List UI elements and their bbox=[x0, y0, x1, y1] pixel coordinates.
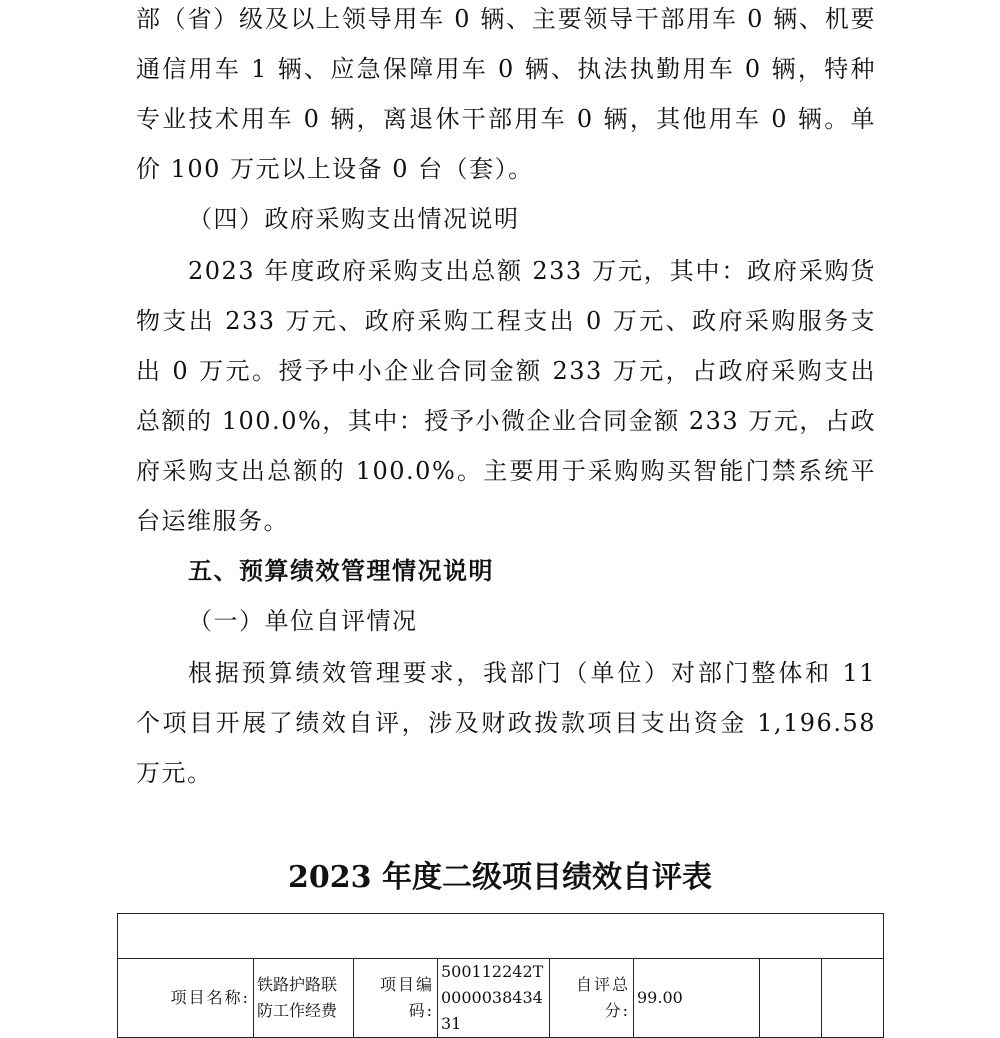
heading-self-evaluation: （一）单位自评情况 bbox=[188, 607, 418, 635]
heading-section-5: 五、预算绩效管理情况说明 bbox=[188, 557, 494, 585]
score-value: 99.00 bbox=[634, 959, 760, 1038]
empty-cell bbox=[760, 959, 822, 1038]
project-name-value: 铁路护路联防工作经费 bbox=[254, 959, 354, 1038]
heading-procurement: （四）政府采购支出情况说明 bbox=[188, 205, 520, 233]
empty-cell bbox=[822, 959, 884, 1038]
score-label: 自评总分: bbox=[550, 959, 634, 1038]
table-row bbox=[118, 959, 884, 1038]
table-row bbox=[118, 914, 884, 959]
paragraph-self-evaluation: 根据预算绩效管理要求，我部门（单位）对部门整体和 11 个项目开展了绩效自评，涉及财政拨款项目支出资金 1,196.58 万元。 bbox=[136, 659, 876, 787]
project-code-label: 项目编码: bbox=[354, 959, 438, 1038]
project-code-value: 500112242T000003843431 bbox=[438, 959, 550, 1038]
evaluation-table bbox=[117, 913, 884, 1038]
paragraph-procurement: 2023 年度政府采购支出总额 233 万元，其中：政府采购货物支出 233 万元、政府采购工程支出 0 万元、政府采购服务支出 0 万元。授予中小企业合同金额 233 万元，占政府采购支出总额的 100.0%，其中：授予小微企业合同金额 233 万元，占政府采购支出总额的 100.0%。主要用于采购购买智能门禁系统平台运维服务。 bbox=[136, 257, 876, 535]
project-name-label: 项目名称: bbox=[118, 959, 254, 1038]
table-title: 2023 年度二级项目绩效自评表 bbox=[288, 860, 712, 895]
blank-header-cell bbox=[118, 914, 884, 959]
paragraph-vehicles: 部（省）级及以上领导用车 0 辆、主要领导干部用车 0 辆、机要通信用车 1 辆、应急保障用车 0 辆、执法执勤用车 0 辆，特种专业技术用车 0 辆，离退休干部用车 0 辆，其他用车 0 辆。单价 100 万元以上设备 0 台（套）。 bbox=[136, 5, 876, 183]
